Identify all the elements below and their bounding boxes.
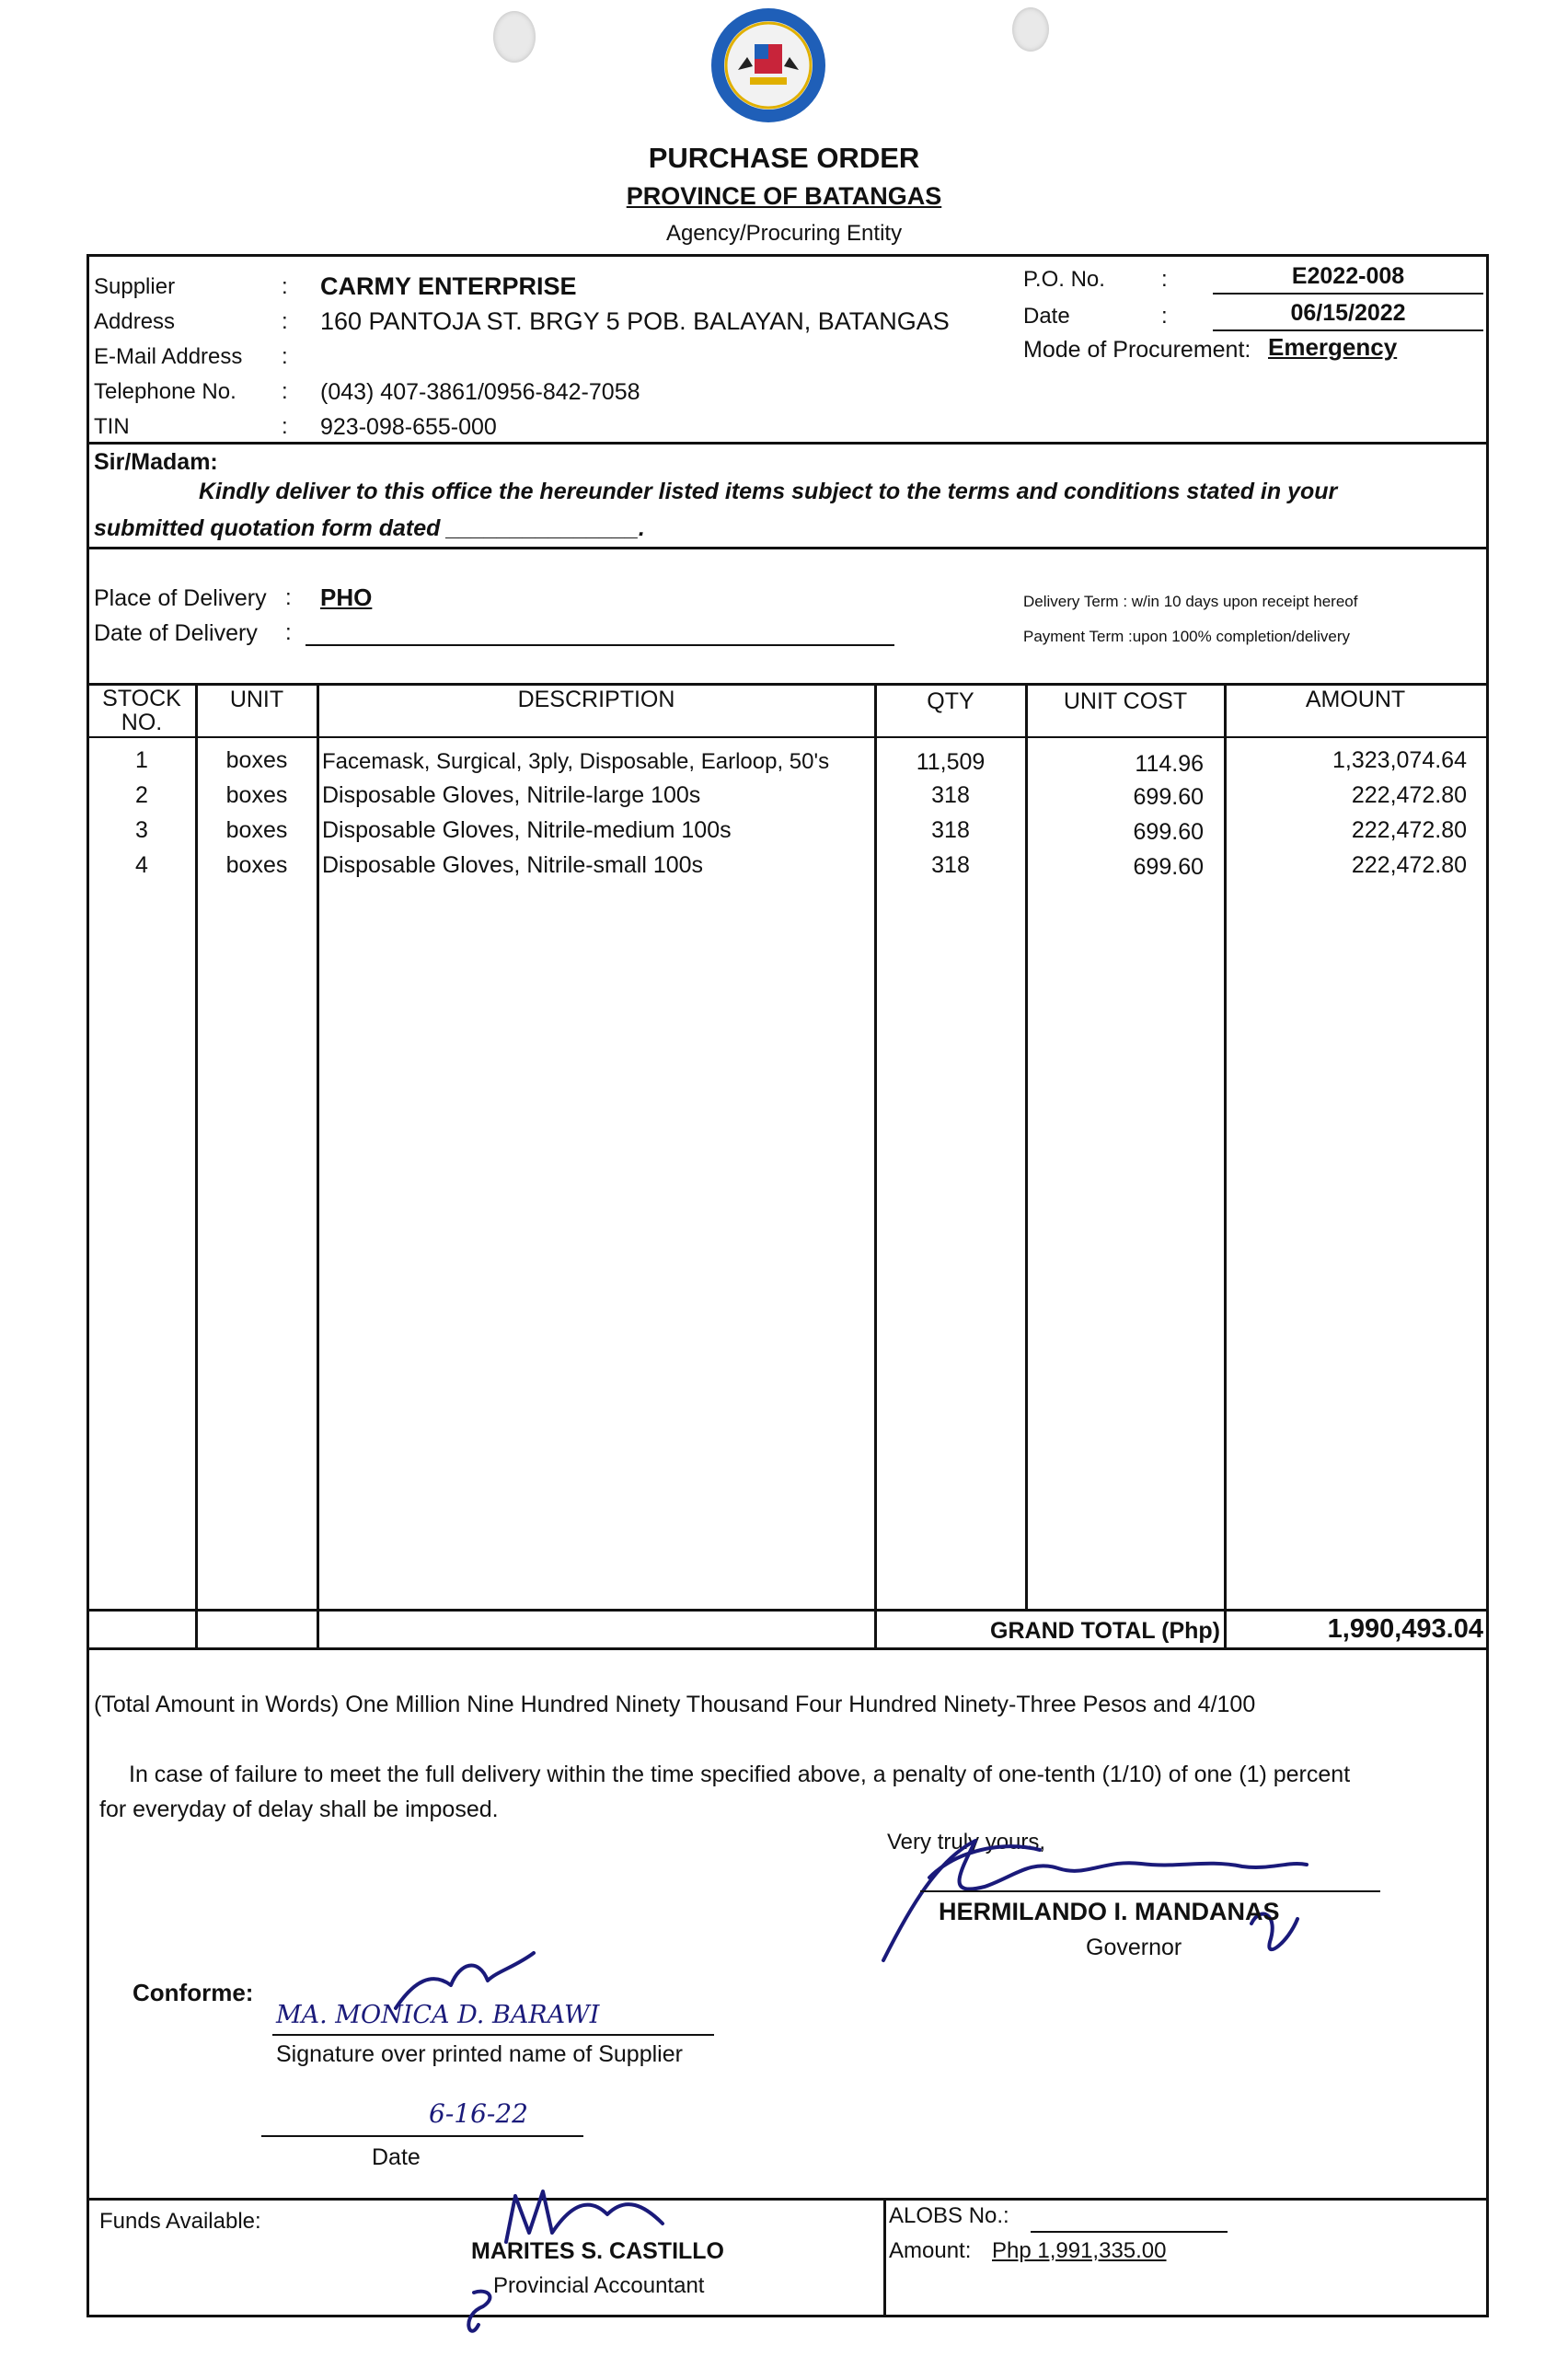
table-row-amount: 222,472.80 [1351,817,1467,843]
table-row-qty: 318 [931,817,970,843]
colon: : [282,414,288,439]
table-row-no: 2 [135,782,148,808]
table-row-unit-cost: 699.60 [1133,854,1204,880]
salutation-greeting: Sir/Madam: [94,449,218,475]
place-of-delivery-value: PHO [320,583,373,611]
accountant-signature [442,2178,709,2352]
supplier-label: Supplier [94,274,176,299]
table-row-no: 3 [135,817,148,843]
alobs-amount-label: Amount: [889,2238,972,2263]
column-divider [317,683,319,1649]
colon: : [285,620,292,645]
date-line [261,2135,583,2137]
table-row-amount: 1,323,074.64 [1332,747,1467,773]
col-header-qty: QTY [927,688,974,714]
salutation-line1: Kindly deliver to this office the hereunder listed items subject to the terms and conditions stated in your [199,479,1338,504]
po-number-label: P.O. No. [1023,267,1105,292]
place-of-delivery-label: Place of Delivery [94,585,267,611]
document-title: PURCHASE ORDER [648,142,920,174]
table-row-no: 4 [135,852,148,878]
colon: : [282,274,288,299]
punch-hole-left [493,11,536,63]
funds-divider [883,2198,886,2316]
table-row-description: Disposable Gloves, Nitrile-small 100s [322,852,704,878]
table-row-no: 1 [135,747,148,773]
date-of-delivery-label: Date of Delivery [94,620,258,646]
province-seal [690,6,847,125]
col-header-stock: STOCK NO. [102,686,181,735]
phone-label: Telephone No. [94,379,236,404]
po-date-underline [1213,329,1483,331]
colon: : [282,344,288,369]
table-row-unit-cost: 114.96 [1135,751,1204,777]
penalty-clause-line1: In case of failure to meet the full delivery within the time specified above, a penalty of one-tenth (1/10) of one (1) percent [129,1762,1351,1787]
total-in-words: (Total Amount in Words) One Million Nine Hundred Ninety Thousand Four Hundred Ninety-Three Pesos and 4/100 [94,1692,1256,1717]
grand-total-value: 1,990,493.04 [1327,1614,1483,1644]
table-row-unit-cost: 699.60 [1133,819,1204,845]
colon: : [285,585,292,610]
delivery-term: Delivery Term : w/in 10 days upon receipt hereof [1023,593,1358,610]
salutation-line2: submitted quotation form dated _______________. [94,515,645,541]
date-of-delivery-line [306,644,894,646]
entity-caption: Agency/Procuring Entity [665,221,903,246]
table-row-amount: 222,472.80 [1351,852,1467,878]
col-header-unit: UNIT [229,687,284,712]
table-bottom-border [86,1647,1489,1650]
funds-available-label: Funds Available: [99,2209,261,2234]
entity-name: PROVINCE OF BATANGAS [626,182,942,210]
governor-signature-line [920,1890,1380,1892]
supplier-value: CARMY ENTERPRISE [320,272,577,300]
phone-value: (043) 407-3861/0956-842-7058 [320,379,640,405]
mode-value: Emergency [1268,333,1398,361]
accountant-title: Provincial Accountant [493,2273,705,2298]
table-row-qty: 318 [931,782,970,808]
alobs-amount-value: Php 1,991,335.00 [992,2238,1167,2263]
grand-total-label: GRAND TOTAL (Php) [990,1618,1220,1644]
colon: : [282,379,288,404]
accountant-name: MARITES S. CASTILLO [471,2238,724,2264]
table-row-description: Facemask, Surgical, 3ply, Disposable, Earloop, 50's [322,749,830,774]
colon: : [1161,267,1168,292]
table-row-description: Disposable Gloves, Nitrile-large 100s [322,782,701,808]
po-number-value: E2022-008 [1291,263,1405,289]
col-header-amount: AMOUNT [1305,687,1406,712]
alobs-line [1031,2231,1228,2233]
table-row-unit: boxes [225,747,288,773]
divider [86,547,1489,549]
supplier-signature-line [272,2034,714,2036]
punch-hole-right [1012,7,1049,52]
po-date-value: 06/15/2022 [1290,300,1406,326]
alobs-label: ALOBS No.: [889,2203,1009,2228]
divider [86,442,1489,445]
table-row-unit: boxes [225,852,288,878]
signatory-name: HERMILANDO I. MANDANAS [939,1898,1280,1925]
table-row-amount: 222,472.80 [1351,782,1467,808]
email-label: E-Mail Address [94,344,243,369]
conforme-label: Conforme: [133,1979,254,2006]
supplier-signature-caption: Signature over printed name of Supplier [276,2041,683,2067]
table-header-border [86,736,1489,738]
table-row-description: Disposable Gloves, Nitrile-medium 100s [322,817,732,843]
tin-value: 923-098-655-000 [320,414,497,440]
table-row-qty: 318 [931,852,970,878]
funds-top-border [86,2198,1489,2201]
table-total-border [86,1609,1489,1612]
colon: : [1161,304,1168,329]
closing-text: Very truly yours, [887,1830,1046,1854]
mode-label: Mode of Procurement: [1023,337,1251,363]
penalty-clause-line2: for everyday of delay shall be imposed. [99,1797,499,1822]
table-row-unit: boxes [225,817,288,843]
table-top-border [86,683,1489,686]
address-label: Address [94,309,176,334]
colon: : [282,309,288,334]
supplier-signature [386,1944,571,2017]
date-caption: Date [372,2144,421,2170]
date-label: Date [1023,304,1070,329]
supplier-handwritten-name: MA. MONICA D. BARAWI [276,2001,600,2029]
col-header-description: DESCRIPTION [517,687,675,712]
payment-term: Payment Term :upon 100% completion/delivery [1023,628,1350,645]
address-value: 160 PANTOJA ST. BRGY 5 POB. BALAYAN, BATANGAS [320,307,950,335]
table-row-unit: boxes [225,782,288,808]
table-row-qty: 11,509 [916,749,986,775]
col-header-unit-cost: UNIT COST [1063,688,1188,714]
table-row-unit-cost: 699.60 [1133,784,1204,810]
handwritten-date: 6-16-22 [429,2098,528,2129]
po-number-underline [1213,293,1483,295]
tin-label: TIN [94,414,130,439]
signatory-title: Governor [1086,1935,1182,1960]
